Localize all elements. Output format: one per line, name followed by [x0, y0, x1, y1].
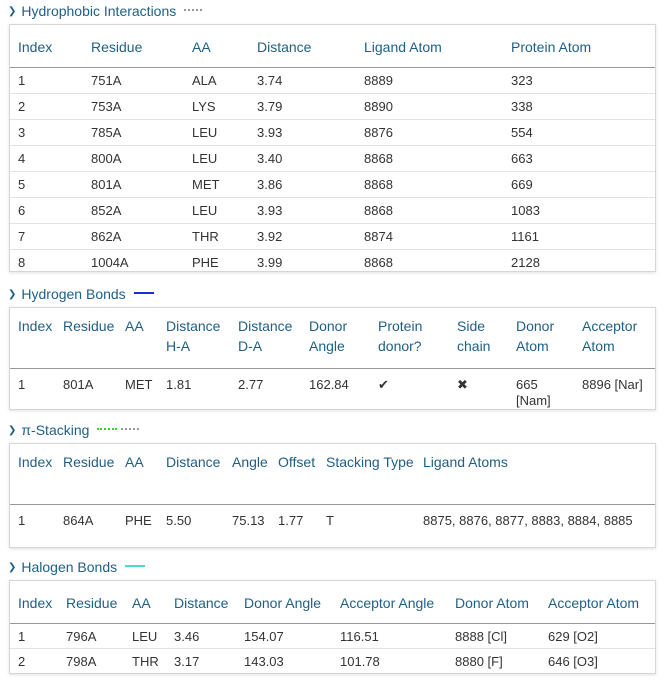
- halogen-table-cell: 116.51: [340, 628, 379, 644]
- hydrophobic-table-cell: 2128: [503, 249, 655, 275]
- chevron-down-icon: ❯: [8, 288, 17, 300]
- hydrophobic-table-row: [10, 223, 655, 249]
- hydrophobic-col-header: Distance: [249, 25, 356, 67]
- pistacking-title: π-Stacking: [21, 422, 90, 438]
- hbonds-table-row: [10, 368, 655, 413]
- halogen-section-toggle[interactable]: [8, 557, 145, 577]
- hydrophobic-table-cell: 5: [10, 171, 83, 197]
- halogen-col-header: Acceptor Angle: [332, 581, 447, 623]
- hydrophobic-table: [10, 25, 655, 275]
- halogen-table-cell: 2: [10, 648, 58, 673]
- hydrophobic-table-cell: 852A: [83, 197, 184, 223]
- halogen-table-cell: 8888 [Cl]: [455, 628, 508, 644]
- hydrophobic-table-cell: THR: [184, 223, 249, 249]
- halogen-col-header: Residue: [58, 581, 124, 623]
- hbonds-table: [10, 308, 655, 413]
- hbonds-title: Hydrogen Bonds: [21, 286, 126, 302]
- hydrophobic-title: Hydrophobic Interactions: [21, 3, 177, 19]
- hydrophobic-table-cell: 3.93: [249, 119, 356, 145]
- hydrophobic-table-row: [10, 67, 655, 93]
- pistacking-table: [10, 444, 655, 549]
- hydrophobic-table-cell: 4: [10, 145, 83, 171]
- hydrophobic-col-header: Protein Atom: [503, 25, 655, 67]
- pistacking-table-cell: 5.50: [166, 512, 192, 528]
- hydrophobic-table-panel: [9, 24, 656, 272]
- hydrophobic-table-cell: LEU: [184, 119, 249, 145]
- hydrophobic-table-cell: 2: [10, 93, 83, 119]
- halogen-table-cell: 3.17: [166, 648, 236, 673]
- pistacking-col-header: Offset: [270, 444, 318, 504]
- halogen-col-header: AA: [124, 581, 166, 623]
- hydrophobic-table-cell: 3.86: [249, 171, 356, 197]
- hydrophobic-table-cell: 669: [503, 171, 655, 197]
- hydrophobic-table-cell: 1: [18, 72, 26, 88]
- hbonds-col-header: Side chain: [449, 308, 508, 368]
- halogen-table-cell: 629 [O2]: [548, 628, 598, 644]
- hydrophobic-table-cell: 3.99: [249, 249, 356, 275]
- hydrophobic-table-cell: 3: [10, 119, 83, 145]
- halogen-table-cell: 796A: [66, 628, 97, 644]
- hbonds-section-toggle[interactable]: [8, 284, 154, 304]
- halogen-table-row: [10, 623, 655, 648]
- hbonds-table-cell: 665 [Nam]: [516, 376, 551, 408]
- hydrophobic-legend-line: [184, 9, 202, 11]
- pistacking-col-header: Stacking Type: [318, 444, 415, 504]
- hydrophobic-table-cell: 3.40: [249, 145, 356, 171]
- hydrophobic-section-toggle[interactable]: [8, 1, 202, 21]
- hydrophobic-table-row: [10, 171, 655, 197]
- chevron-down-icon: ❯: [8, 424, 17, 436]
- hbonds-table-cell: 1: [18, 376, 26, 392]
- hydrophobic-table-cell: 862A: [83, 223, 184, 249]
- hydrophobic-table-cell: 8876: [356, 119, 503, 145]
- hydrophobic-table-cell: 3.74: [257, 72, 283, 88]
- pistacking-header-row: [10, 444, 655, 504]
- halogen-table-cell: 3.46: [174, 628, 200, 644]
- hydrophobic-table-cell: 1083: [503, 197, 655, 223]
- hbonds-col-header: Donor Atom: [508, 308, 574, 368]
- hydrophobic-table-cell: 1161: [503, 223, 655, 249]
- halogen-col-header: Distance: [166, 581, 236, 623]
- hydrophobic-table-cell: 785A: [83, 119, 184, 145]
- hydrophobic-table-cell: 8: [10, 249, 83, 275]
- halogen-table-panel: [9, 580, 656, 674]
- halogen-header-row: [10, 581, 655, 623]
- hydrophobic-col-header: Index: [10, 25, 83, 67]
- halogen-table-cell: LEU: [132, 628, 158, 644]
- hbonds-col-header: Distance D-A: [230, 308, 301, 368]
- hydrophobic-col-header: Residue: [83, 25, 184, 67]
- hydrophobic-table-cell: 800A: [83, 145, 184, 171]
- halogen-table-cell: 646 [O3]: [540, 648, 655, 673]
- pistacking-section-toggle[interactable]: [8, 420, 139, 440]
- halogen-col-header: Donor Angle: [236, 581, 332, 623]
- halogen-table-cell: 143.03: [236, 648, 332, 673]
- hydrophobic-table-cell: 8868: [356, 145, 503, 171]
- hydrophobic-table-cell: 338: [503, 93, 655, 119]
- pistacking-legend-line-2: [121, 428, 139, 430]
- hydrophobic-table-cell: LEU: [184, 197, 249, 223]
- hydrophobic-table-cell: 7: [10, 223, 83, 249]
- pistacking-table-row: [10, 504, 655, 549]
- hydrophobic-table-cell: 1004A: [83, 249, 184, 275]
- halogen-table-cell: 1: [18, 628, 26, 644]
- halogen-table-row: [10, 648, 655, 673]
- hydrophobic-table-cell: 3.93: [249, 197, 356, 223]
- hydrophobic-table-row: [10, 119, 655, 145]
- check-icon: ✔: [378, 376, 389, 392]
- hydrophobic-table-cell: 8868: [356, 249, 503, 275]
- hydrophobic-table-cell: 751A: [91, 72, 122, 88]
- pistacking-table-panel: [9, 443, 656, 548]
- chevron-down-icon: ❯: [8, 5, 17, 17]
- hydrophobic-header-row: [10, 25, 655, 67]
- hbonds-table-cell: 801A: [63, 376, 94, 392]
- chevron-down-icon: ❯: [8, 561, 17, 573]
- hbonds-col-header: Protein donor?: [370, 308, 449, 368]
- pistacking-col-header: Index: [10, 444, 55, 504]
- pistacking-table-cell: 1: [18, 512, 26, 528]
- hbonds-col-header: Residue: [55, 308, 117, 368]
- hydrophobic-table-row: [10, 93, 655, 119]
- halogen-table-cell: 154.07: [244, 628, 284, 644]
- hbonds-col-header: Acceptor Atom: [574, 308, 655, 368]
- hbonds-table-cell: 1.81: [166, 376, 192, 392]
- hydrophobic-col-header: AA: [184, 25, 249, 67]
- pistacking-col-header: Distance: [158, 444, 224, 504]
- hydrophobic-table-cell: 554: [503, 119, 655, 145]
- pistacking-table-cell: 864A: [63, 512, 94, 528]
- pistacking-table-cell: T: [326, 512, 334, 528]
- hydrophobic-table-cell: 323: [511, 72, 533, 88]
- hbonds-header-row: [10, 308, 655, 368]
- hbonds-col-header: AA: [117, 308, 158, 368]
- hydrophobic-table-cell: 8868: [356, 171, 503, 197]
- pistacking-col-header: Ligand Atoms: [415, 444, 655, 504]
- hbonds-table-panel: [9, 307, 656, 410]
- hydrophobic-table-cell: 8874: [356, 223, 503, 249]
- hydrophobic-table-cell: 3.79: [249, 93, 356, 119]
- hydrophobic-table-cell: MET: [184, 171, 249, 197]
- halogen-legend-line: [125, 565, 145, 567]
- halogen-col-header: Donor Atom: [447, 581, 540, 623]
- halogen-table-cell: 8880 [F]: [447, 648, 540, 673]
- hbonds-col-header: Distance H-A: [158, 308, 230, 368]
- pistacking-col-header: Residue: [55, 444, 117, 504]
- pistacking-col-header: AA: [117, 444, 158, 504]
- halogen-col-header: Acceptor Atom: [540, 581, 655, 623]
- hydrophobic-col-header: Ligand Atom: [356, 25, 503, 67]
- hydrophobic-table-row: [10, 145, 655, 171]
- hydrophobic-table-row: [10, 249, 655, 275]
- pistacking-legend-line: [97, 428, 117, 430]
- halogen-table-cell: 101.78: [332, 648, 447, 673]
- hydrophobic-table-cell: ALA: [192, 72, 217, 88]
- halogen-table: [10, 581, 655, 673]
- hydrophobic-table-cell: 801A: [83, 171, 184, 197]
- hbonds-table-cell: 162.84: [309, 376, 349, 392]
- hydrophobic-table-cell: 6: [10, 197, 83, 223]
- hbonds-table-cell: 8896 [Nar]: [582, 376, 643, 392]
- pistacking-table-cell: 75.13: [232, 512, 265, 528]
- pistacking-table-cell: 1.77: [278, 512, 304, 528]
- hydrophobic-table-cell: 3.92: [249, 223, 356, 249]
- hbonds-col-header: Donor Angle: [301, 308, 370, 368]
- hydrophobic-table-row: [10, 197, 655, 223]
- halogen-title: Halogen Bonds: [21, 559, 118, 575]
- hydrophobic-table-cell: 8889: [364, 72, 393, 88]
- hbonds-table-cell: 2.77: [238, 376, 264, 392]
- hbonds-table-cell: MET: [125, 376, 153, 392]
- halogen-col-header: Index: [10, 581, 58, 623]
- hydrophobic-table-cell: LEU: [184, 145, 249, 171]
- cross-icon: ✖: [457, 376, 468, 392]
- hydrophobic-table-cell: 8868: [356, 197, 503, 223]
- hydrophobic-table-cell: 753A: [83, 93, 184, 119]
- hydrophobic-table-cell: 663: [503, 145, 655, 171]
- hbonds-col-header: Index: [10, 308, 55, 368]
- pistacking-table-cell: PHE: [125, 512, 152, 528]
- pistacking-col-header: Angle: [224, 444, 270, 504]
- halogen-table-cell: THR: [124, 648, 166, 673]
- hydrophobic-table-cell: 8890: [356, 93, 503, 119]
- hydrophobic-table-cell: LYS: [184, 93, 249, 119]
- halogen-table-cell: 798A: [58, 648, 124, 673]
- hbonds-legend-line: [134, 292, 154, 294]
- pistacking-table-cell: 8875, 8876, 8877, 8883, 8884, 8885: [423, 512, 633, 528]
- hydrophobic-table-cell: PHE: [184, 249, 249, 275]
